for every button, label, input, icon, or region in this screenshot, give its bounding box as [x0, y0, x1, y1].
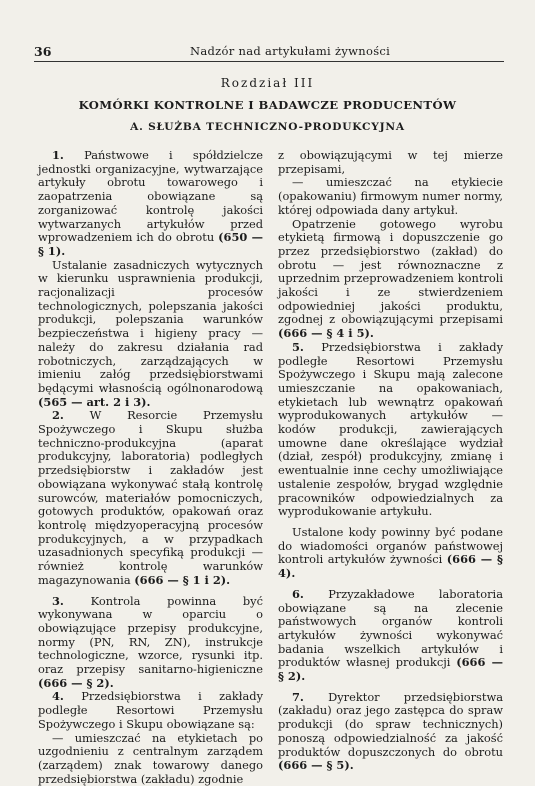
- paragraph: [278, 341, 503, 519]
- paragraph: [38, 409, 263, 587]
- legal-reference: (666 — § 2).: [38, 675, 114, 690]
- header-rule: [34, 61, 504, 62]
- legal-reference: (666 — § 4 i 5).: [278, 326, 374, 341]
- chapter-label: Rozdział III: [220, 76, 315, 90]
- right-column: [278, 149, 503, 773]
- section-title: A. SŁUŻBA TECHNICZNO-PRODUKCYJNA: [130, 121, 405, 133]
- paragraph: [38, 149, 263, 259]
- paragraph: [278, 691, 503, 773]
- paragraph: [38, 690, 263, 731]
- chapter-title: KOMÓRKI KONTROLNE I BADAWCZE PRODUCENTÓW: [78, 98, 457, 112]
- paragraph: [38, 732, 263, 786]
- running-title: Nadzór nad artykułami żywności: [190, 44, 391, 58]
- paragraph-text: Przedsiębiorstwa i zakłady podległe Resortowi Przemysłu Spożywczego i Skupu obowiązane są:: [38, 689, 263, 731]
- paragraph-text: Przedsiębiorstwa i zakłady podległe Resortowi Przemysłu Spożywczego i Skupu mają zalecone umieszczanie na opakowaniach, etykietach lub wewnątrz opakowań wyprodukowanych artykułów — kodów produkcji, zawierających umowne dane określające wydział (dział, zespół) produkcyjny, zmianę i ewentualnie inne cechy umożliwiające ustalenie zespołów, brygad względnie pracowników odpowiedzialnych za wyprodukowanie artykułu.: [278, 339, 503, 519]
- left-column: [38, 149, 263, 786]
- legal-reference: (650 — § 1).: [38, 230, 263, 258]
- paragraph: [278, 149, 503, 176]
- paragraph: [278, 176, 503, 217]
- page-number: 36: [34, 44, 52, 59]
- paragraph-text: Przyzakładowe laboratoria obowiązane są na zlecenie państwowych organów kontroli artykułów żywności wykonywać badania wszelkich artykułów i produktów własnej produkcji: [278, 586, 503, 670]
- paragraph-number: 6.: [292, 586, 304, 601]
- paragraph-number: 3.: [52, 593, 64, 608]
- paragraph-text: Opatrzenie gotowego wyrobu etykietą firmową i dopuszczenie go przez przedsiębiorstwo (zakład) do obrotu — jest równoznaczne z uprzednim przeprowadzeniem kontroli jakości i ze stwierdzeniem odpowiedniej jakości produktu, zgodnej z obowiązującymi przepisami: [278, 216, 503, 327]
- paragraph: [278, 526, 503, 581]
- paragraph-number: 2.: [52, 408, 64, 423]
- paragraph-number: 7.: [292, 689, 304, 704]
- paragraph-number: 4.: [52, 689, 64, 704]
- paragraph-text: Ustalanie zasadniczych wytycznych w kierunku usprawnienia produkcji, racjonalizacji procesów technologicznych, polepszania jakości produkcji, polepszania warunków bezpieczeństwa i higieny pracy — należy do zakresu działania rad robotniczych, zarządzających w imieniu załóg przedsiębiorstwami będącymi własnością ogólnonarodową: [38, 257, 263, 395]
- paragraph-text: z obowiązującymi w tej mierze przepisami,: [278, 148, 503, 176]
- paragraph: [38, 259, 263, 410]
- paragraph-text: — umieszczać na etykiecie (opakowaniu) firmowym numer normy, której odpowiada dany artykuł.: [278, 175, 503, 217]
- paragraph: [278, 588, 503, 684]
- legal-reference: (565 — art. 2 i 3).: [38, 394, 151, 409]
- paragraph: [278, 218, 503, 341]
- paragraph-text: Kontrola powinna być wykonywana w oparciu o obowiązujące przepisy produkcyjne, normy (PN, RN, ZN), instrukcje technologiczne, wzorce, rysunki itp. oraz przepisy sanitarno-higieniczne: [38, 593, 263, 677]
- paragraph: [38, 595, 263, 691]
- legal-reference: (666 — § 2).: [278, 655, 503, 684]
- paragraph-number: 1.: [52, 148, 64, 162]
- legal-reference: (666 — § 4).: [278, 552, 503, 581]
- paragraph-text: Państwowe i spółdzielcze jednostki organizacyjne, wytwarzające artykuły obrotu towarowego i zaopatrzenia obowiązane są zorganizować kontrolę jakości wytwarzanych artykułów przed wprowadzeniem ich do obrotu: [38, 148, 263, 245]
- page-header: [34, 42, 506, 62]
- legal-reference: (666 — § 5).: [278, 758, 354, 773]
- paragraph-text: W Resorcie Przemysłu Spożywczego i Skupu służba techniczno-produkcyjna (aparat produkcyjny, laboratoria) podległych przedsiębiorstw i zakładów jest obowiązana wykonywać stałą kontrolę surowców, materiałów pomocniczych, gotowych produktów, opakowań oraz kontrolę międzyoperacyjną procesów produkcyjnych, a w przypadkach uzasadnionych specyfiką produkcji — również kontrolę warunków magazynowania: [38, 408, 263, 587]
- paragraph-number: 5.: [292, 339, 304, 354]
- paragraph-text: — umieszczać na etykietach po uzgodnieniu z centralnym zarządem (zarządem) znak towarowy danego przedsiębiorstwa (zakładu) zgodnie: [38, 730, 263, 786]
- paragraph-text: Dyrektor przedsiębiorstwa (zakładu) oraz jego zastępca do spraw produkcji (do spraw technicznych) ponoszą odpowiedzialność za jakość produktów dopuszczonych do obrotu: [278, 689, 503, 759]
- paragraph-text: Ustalone kody powinny być podane do wiadomości organów państwowej kontroli artykułów żywności: [278, 524, 503, 567]
- legal-reference: (666 — § 1 i 2).: [134, 572, 231, 587]
